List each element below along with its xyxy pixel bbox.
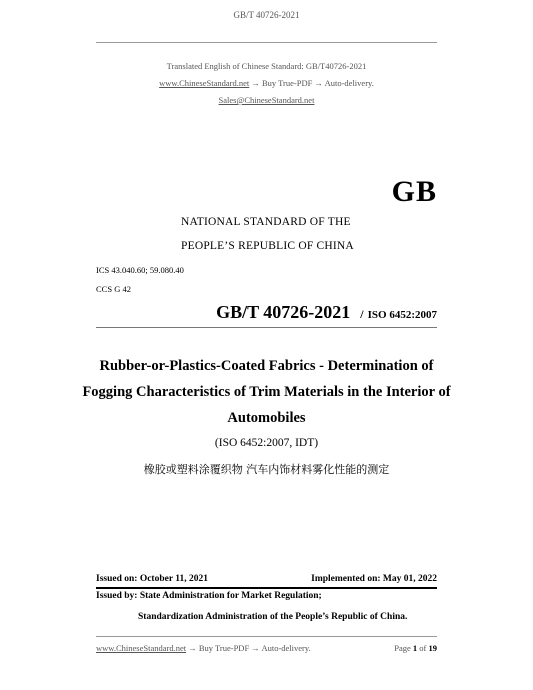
page-total: 19 [428,643,437,653]
page-indicator [394,643,437,653]
footer-rule [96,636,437,637]
footer-buy-line [96,643,311,653]
ics-code: ICS 43.040.60; 59.080.40 [96,265,184,275]
implemented-on: Implemented on: May 01, 2022 [311,574,437,584]
buy-text: → Buy True-PDF → Auto-delivery. [249,78,374,88]
standard-code-iso: ISO 6452:2007 [367,309,437,321]
title-line2: Fogging Characteristics of Trim Materials in the Interior of [82,384,451,400]
buy-line [0,78,533,88]
national-standard-line2: PEOPLE’S REPUBLIC OF CHINA [181,240,354,252]
header-rule [96,42,437,43]
running-header: GB/T 40726-2021 [233,10,300,20]
site-link[interactable]: www.ChineseStandard.net [159,78,250,88]
standard-code-separator: / [360,307,364,321]
iso-equivalence: (ISO 6452:2007, IDT) [214,437,319,449]
chinese-title: 橡胶或塑料涂覆织物 汽车内饰材料雾化性能的测定 [143,463,390,476]
page-label: Page [394,643,411,653]
email-line [0,95,533,105]
title-line3: Automobiles [227,410,306,426]
issued-by-line2: Standardization Administration of the People’s Republic of China. [138,612,408,622]
email-link[interactable]: Sales@ChineseStandard.net [218,95,315,105]
footer-buy-text: → Buy True-PDF → Auto-delivery. [186,643,311,653]
footer-site-link[interactable]: www.ChineseStandard.net [96,643,187,653]
standard-code-main: GB/T 40726-2021 [216,302,351,322]
issued-by-line1: Issued by: State Administration for Market Regulation; [96,591,322,601]
page-number: 1 [412,643,418,653]
dates-rule [96,587,437,589]
national-standard-line1: NATIONAL STANDARD OF THE [181,216,351,228]
code-rule [96,327,437,328]
issued-on: Issued on: October 11, 2021 [96,574,208,584]
standard-code [216,302,437,323]
translated-line: Translated English of Chinese Standard: GB/T40726-2021 [166,61,367,71]
page-of-label: of [419,643,427,653]
gb-logo: GB [391,175,437,208]
ccs-code: CCS G 42 [96,284,131,294]
title-line1: Rubber-or-Plastics-Coated Fabrics - Determination of [99,358,434,374]
